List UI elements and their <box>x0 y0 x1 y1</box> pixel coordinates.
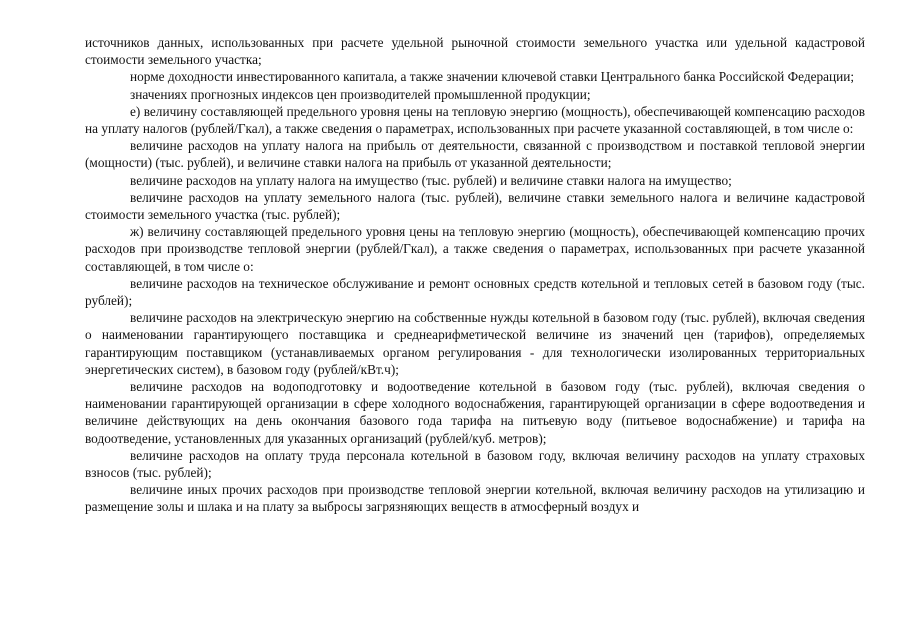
paragraph-property-tax: величине расходов на уплату налога на имущество (тыс. рублей) и величине ставки налога на имущество; <box>130 172 732 188</box>
document-body <box>85 34 865 516</box>
paragraph-sources: источников данных, использованных при расчете удельной рыночной стоимости земельного участка или удельной кадастровой стоимости земельного участка; <box>85 35 865 68</box>
paragraph-land-tax: величине расходов на уплату земельного налога (тыс. рублей), величине ставки земельного налога и величине кадастровой стоимости земельного участка (тыс. рублей); <box>85 189 865 223</box>
paragraph-item-e: е) величину составляющей предельного уровня цены на тепловую энергию (мощность), обеспечивающей компенсацию расходов на уплату налогов (рублей/Гкал), а также сведения о параметрах, использованных при расчете указанной составляющей, в том числе о: <box>85 103 865 137</box>
paragraph-maintenance: величине расходов на техническое обслуживание и ремонт основных средств котельной и тепловых сетей в базовом году (тыс. рублей); <box>85 275 865 309</box>
paragraph-item-zh: ж) величину составляющей предельного уровня цены на тепловую энергию (мощность), обеспечивающей компенсацию прочих расходов при производстве тепловой энергии (рублей/Гкал), а также сведения о параметрах, использованных при расчете указанной составляющей, в том числе о: <box>85 224 865 274</box>
paragraph-price-indices: значениях прогнозных индексов цен производителей промышленной продукции; <box>130 86 591 102</box>
paragraph-return-rate: норме доходности инвестированного капитала, а также значении ключевой ставки Центрального банка Российской Федерации; <box>130 69 855 85</box>
paragraph-other-costs: величине иных прочих расходов при производстве тепловой энергии котельной, включая величину расходов на утилизацию и размещение золы и шлака и на плату за выбросы загрязняющих веществ в атмосферный воздух и <box>85 482 865 515</box>
paragraph-labor: величине расходов на оплату труда персонала котельной в базовом году, включая величину расходов на уплату страховых взносов (тыс. рублей); <box>85 447 865 481</box>
paragraph-profit-tax: величине расходов на уплату налога на прибыль от деятельности, связанной с производством и поставкой тепловой энергии (мощности) (тыс. рублей), и величине ставки налога на прибыль от указанной деятельности; <box>85 138 865 171</box>
paragraph-electricity: величине расходов на электрическую энергию на собственные нужды котельной в базовом году (тыс. рублей), включая сведения о наименовании гарантирующего поставщика и среднеарифметической величине из значений цен (тарифов), определяемых гарантирующим поставщиком (устанавливаемых органом регулирования - для технологически изолированных территориальных энергетических систем), в базовом году (рублей/кВт.ч); <box>85 310 865 377</box>
paragraph-water: величине расходов на водоподготовку и водоотведение котельной в базовом году (тыс. рублей), включая сведения о наименовании гарантирующей организации в сфере холодного водоснабжения, гарантирующей организации в сфере водоотведения и величине действующих на день окончания базового года тарифа на питьевую воду (питьевое водоснабжение) и тарифа на водоотведение, установленных для указанных организаций (рублей/куб. метров); <box>85 379 865 446</box>
